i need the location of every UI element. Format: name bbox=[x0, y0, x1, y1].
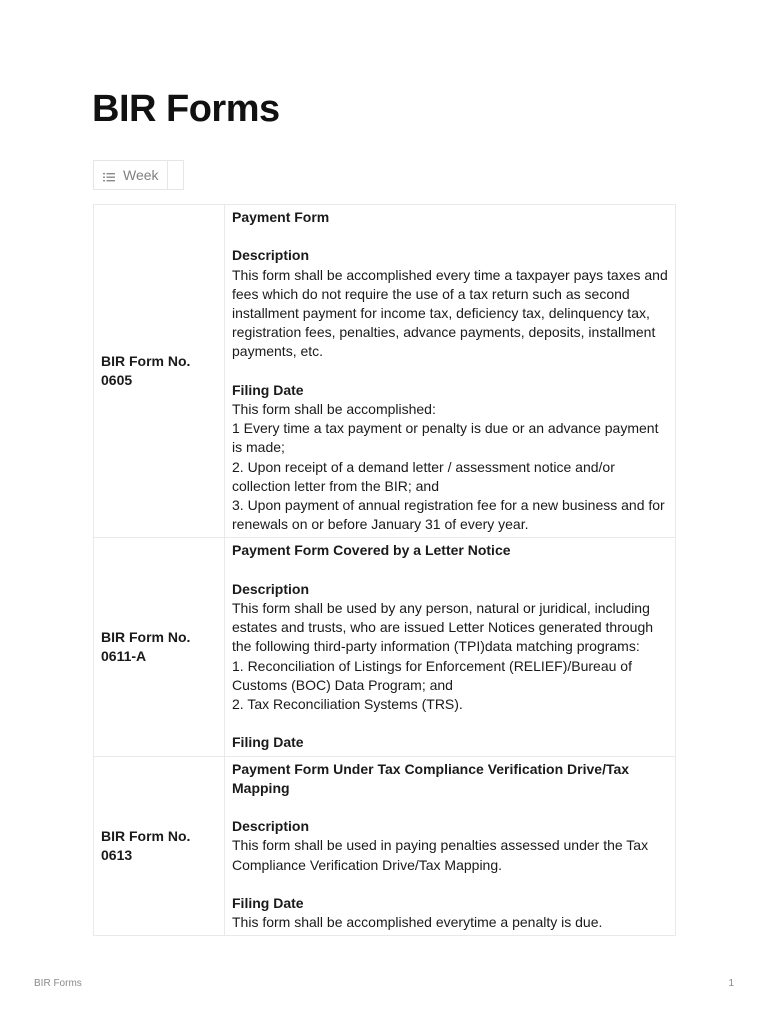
form-name: BIR Form No. 0605 bbox=[94, 205, 225, 538]
description-text: 1. Reconciliation of Listings for Enforcement (RELIEF)/Bureau of Customs (BOC) Data Program; and bbox=[232, 657, 632, 693]
form-name: BIR Form No. 0611-A bbox=[94, 538, 225, 756]
form-name: BIR Form No. 0613 bbox=[94, 756, 225, 936]
spacer bbox=[232, 875, 668, 894]
footer-title: BIR Forms bbox=[34, 978, 82, 989]
filing-date-text: 2. Upon receipt of a demand letter / assessment notice and/or collection letter from the BIR; and bbox=[232, 458, 615, 494]
description-heading: Description bbox=[232, 580, 310, 597]
spacer bbox=[232, 362, 668, 381]
form-details bbox=[225, 756, 676, 936]
spacer bbox=[232, 561, 668, 580]
view-tab-label: Week bbox=[123, 167, 159, 183]
form-title: Payment Form Under Tax Compliance Verification Drive/Tax Mapping bbox=[232, 760, 630, 796]
description-text: This form shall be used in paying penalties assessed under the Tax Compliance Verification Drive/Tax Mapping. bbox=[232, 837, 649, 873]
footer-page-number: 1 bbox=[728, 978, 734, 989]
filing-date-text: This form shall be accomplished: bbox=[232, 401, 436, 417]
view-tabs bbox=[93, 160, 184, 190]
description-text: This form shall be accomplished every time a taxpayer pays taxes and fees which do not require the use of a tax return such as second installment payment for income tax, deficiency tax, delinquency tax, registration fees, penalties, advance payments, deposits, installment payments, etc. bbox=[232, 266, 668, 360]
page-title: BIR Forms bbox=[92, 88, 280, 130]
table-row bbox=[94, 538, 676, 756]
forms-table bbox=[93, 204, 676, 936]
list-icon bbox=[102, 170, 116, 184]
view-tab-add[interactable] bbox=[168, 161, 183, 189]
spacer bbox=[232, 798, 668, 817]
spacer bbox=[232, 227, 668, 246]
spacer bbox=[232, 714, 668, 733]
description-text: This form shall be used by any person, natural or juridical, including estates and trusts, who are issued Letter Notices generated through the following third-party information (TPI)data matching programs: bbox=[232, 600, 654, 655]
filing-date-heading: Filing Date bbox=[232, 381, 304, 398]
form-details bbox=[225, 538, 676, 756]
filing-date-text: 1 Every time a tax payment or penalty is due or an advance payment is made; bbox=[232, 420, 659, 456]
description-text: 2. Tax Reconciliation Systems (TRS). bbox=[232, 696, 463, 713]
filing-date-heading: Filing Date bbox=[232, 734, 304, 751]
form-details bbox=[225, 205, 676, 538]
table-row bbox=[94, 756, 676, 936]
description-heading: Description bbox=[232, 818, 310, 835]
description-heading: Description bbox=[232, 247, 310, 264]
filing-date-heading: Filing Date bbox=[232, 895, 304, 912]
view-tab-week[interactable] bbox=[94, 161, 168, 189]
form-title: Payment Form Covered by a Letter Notice bbox=[232, 542, 511, 559]
form-title: Payment Form bbox=[232, 209, 330, 225]
table-row bbox=[94, 205, 676, 538]
filing-date-text: 3. Upon payment of annual registration fee for a new business and for renewals on or before January 31 of every year. bbox=[232, 497, 665, 533]
filing-date-text: This form shall be accomplished everytime a penalty is due. bbox=[232, 914, 603, 931]
